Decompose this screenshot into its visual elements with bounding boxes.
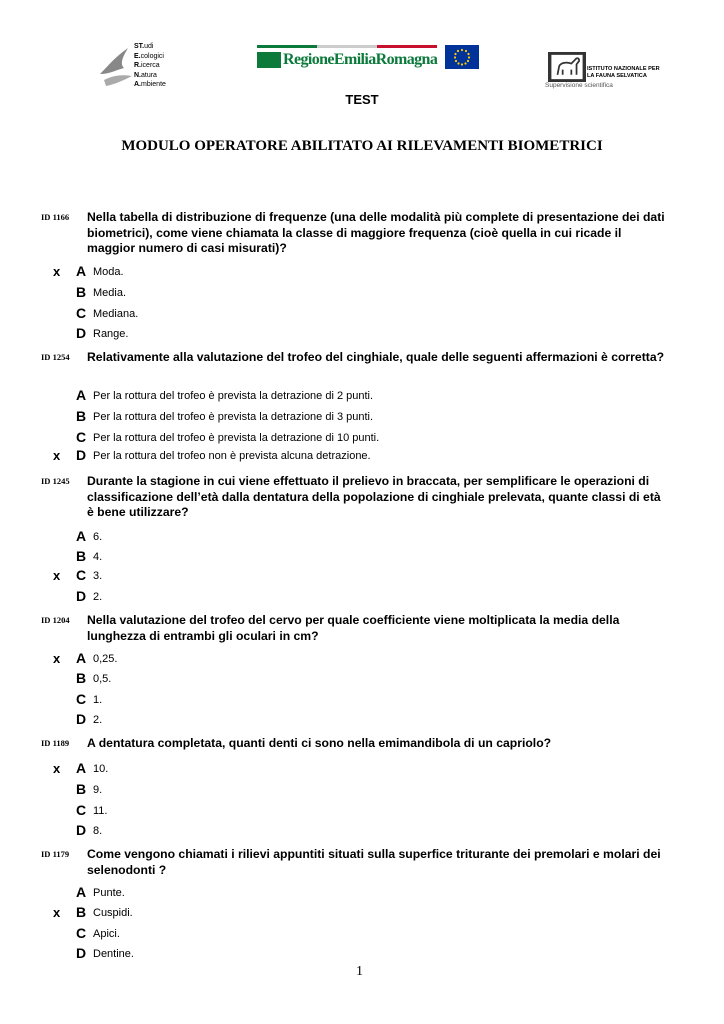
answer-letter: A <box>76 387 87 403</box>
answer-text: 8. <box>93 825 103 837</box>
bird-icon <box>98 44 136 88</box>
answer-text: 1. <box>93 694 103 706</box>
studi-logo-line: N.atura <box>134 71 157 79</box>
answer-option <box>0 803 724 823</box>
answer-option <box>0 905 724 925</box>
studi-logo <box>98 42 178 92</box>
answer-text: Punte. <box>93 887 125 899</box>
answer-text: Per la rottura del trofeo è prevista la detrazione di 10 punti. <box>93 432 380 444</box>
correct-mark: x <box>53 761 61 776</box>
answer-option <box>0 651 724 671</box>
answer-text: Moda. <box>93 266 124 278</box>
correct-mark: x <box>53 905 61 920</box>
answer-option <box>0 430 724 450</box>
test-label: TEST <box>345 92 379 107</box>
answer-option <box>0 885 724 905</box>
answer-letter: C <box>76 802 87 818</box>
eu-flag-icon <box>445 45 479 69</box>
question-id: ID 1245 <box>41 476 70 486</box>
studi-logo-line: A.mbiente <box>134 81 166 89</box>
answer-option <box>0 761 724 781</box>
answer-letter: C <box>76 429 87 445</box>
answer-text: 0,5. <box>93 673 112 685</box>
answer-text: Per la rottura del trofeo non è prevista alcuna detrazione. <box>93 450 371 462</box>
answer-letter: D <box>76 822 87 838</box>
answer-letter: D <box>76 945 87 961</box>
answer-option <box>0 946 724 966</box>
answer-letter: A <box>76 760 87 776</box>
answer-letter: C <box>76 691 87 707</box>
answer-option <box>0 568 724 588</box>
answer-letter: B <box>76 284 87 300</box>
answer-option <box>0 529 724 549</box>
answer-letter: A <box>76 263 87 279</box>
infs-logo <box>545 52 675 92</box>
studi-logo-line: E.cologici <box>134 52 164 60</box>
answer-option <box>0 926 724 946</box>
question-id: ID 1189 <box>41 738 70 748</box>
answer-option <box>0 712 724 732</box>
answer-option <box>0 306 724 326</box>
answer-letter: A <box>76 528 87 544</box>
region-logo-text: RegioneEmiliaRomagna <box>283 51 438 68</box>
question-text: Relativamente alla valutazione del trofeo del cinghiale, quale delle seguenti affermazioni è corretta? <box>87 350 665 364</box>
answer-text: 11. <box>93 805 108 817</box>
answer-option <box>0 549 724 569</box>
institute-name: ISTITUTO NAZIONALE PER LA FAUNA SELVATICA <box>587 66 660 79</box>
answer-letter: B <box>76 781 87 797</box>
region-mark-icon <box>257 52 281 68</box>
answer-text: 3. <box>93 570 103 582</box>
answer-text: Per la rottura del trofeo è prevista la detrazione di 3 punti. <box>93 411 374 423</box>
correct-mark: x <box>53 264 61 279</box>
answer-letter: D <box>76 588 87 604</box>
answer-text: 6. <box>93 531 103 543</box>
correct-mark: x <box>53 448 61 463</box>
question-text: Nella valutazione del trofeo del cervo per quale coefficiente viene moltiplicata la media della lunghezza di entrambi gli oculari in cm? <box>87 613 620 643</box>
tricolor-bar <box>257 45 437 50</box>
question-text: Nella tabella di distribuzione di frequenze (una delle modalità più complete di presentazione dei dati biometrici), come viene chiamata la classe di maggiore frequenza (cioè quella in cui ricade il maggior numero di casi misurati)? <box>87 210 665 255</box>
answer-text: 2. <box>93 591 103 603</box>
answer-letter: B <box>76 548 87 564</box>
answer-letter: A <box>76 650 87 666</box>
answer-letter: D <box>76 325 87 341</box>
question-text: A dentatura completata, quanti denti ci sono nella emimandibola di un capriolo? <box>87 736 552 750</box>
answer-letter: C <box>76 305 87 321</box>
answer-option <box>0 326 724 346</box>
answer-letter: B <box>76 408 87 424</box>
studi-logo-line: R.icerca <box>134 62 160 70</box>
answer-option <box>0 409 724 429</box>
answer-text: Dentine. <box>93 948 134 960</box>
answer-option <box>0 692 724 712</box>
answer-option <box>0 823 724 843</box>
question-id: ID 1204 <box>41 615 70 625</box>
answer-text: Cuspidi. <box>93 907 133 919</box>
page-number: 1 <box>356 964 363 979</box>
ibex-icon <box>548 52 586 82</box>
correct-mark: x <box>53 651 61 666</box>
answer-option <box>0 448 724 468</box>
page-title: MODULO OPERATORE ABILITATO AI RILEVAMENTI BIOMETRICI <box>121 138 603 154</box>
answer-letter: D <box>76 711 87 727</box>
answer-letter: B <box>76 904 87 920</box>
answer-text: 4. <box>93 551 103 563</box>
answer-option <box>0 264 724 284</box>
answer-text: 9. <box>93 784 103 796</box>
answer-text: Per la rottura del trofeo è prevista la detrazione di 2 punti. <box>93 390 374 402</box>
question-id: ID 1179 <box>41 849 70 859</box>
answer-text: 10. <box>93 763 109 775</box>
question-text: Durante la stagione in cui viene effettuato il prelievo in braccata, per semplificare le operazioni di classificazione dell’età dalla dentatura della popolazione di cinghiale prelevata, quante classi di età è bene utilizzare? <box>87 474 661 519</box>
answer-text: 0,25. <box>93 653 118 665</box>
answer-letter: C <box>76 567 87 583</box>
answer-option <box>0 589 724 609</box>
answer-option <box>0 782 724 802</box>
question-text: Come vengono chiamati i rilievi appuntiti situati sulla superfice triturante dei premolari e molari dei selenodonti ? <box>87 847 661 877</box>
answer-letter: A <box>76 884 87 900</box>
studi-logo-line: ST.udi <box>134 43 154 50</box>
answer-text: Media. <box>93 287 127 299</box>
correct-mark: x <box>53 568 61 583</box>
answer-letter: D <box>76 447 87 463</box>
institute-subtitle: Supervisione scientifica <box>545 82 613 89</box>
answer-text: Mediana. <box>93 308 139 320</box>
answer-option <box>0 388 724 408</box>
question-id: ID 1254 <box>41 352 70 362</box>
answer-letter: B <box>76 670 87 686</box>
answer-text: Apici. <box>93 928 120 940</box>
answer-option <box>0 285 724 305</box>
answer-option <box>0 671 724 691</box>
question-id: ID 1166 <box>41 212 70 222</box>
answer-text: Range. <box>93 328 129 340</box>
regione-emilia-romagna-logo <box>257 45 479 75</box>
studi-logo-text <box>134 42 166 90</box>
answer-text: 2. <box>93 714 103 726</box>
answer-letter: C <box>76 925 87 941</box>
